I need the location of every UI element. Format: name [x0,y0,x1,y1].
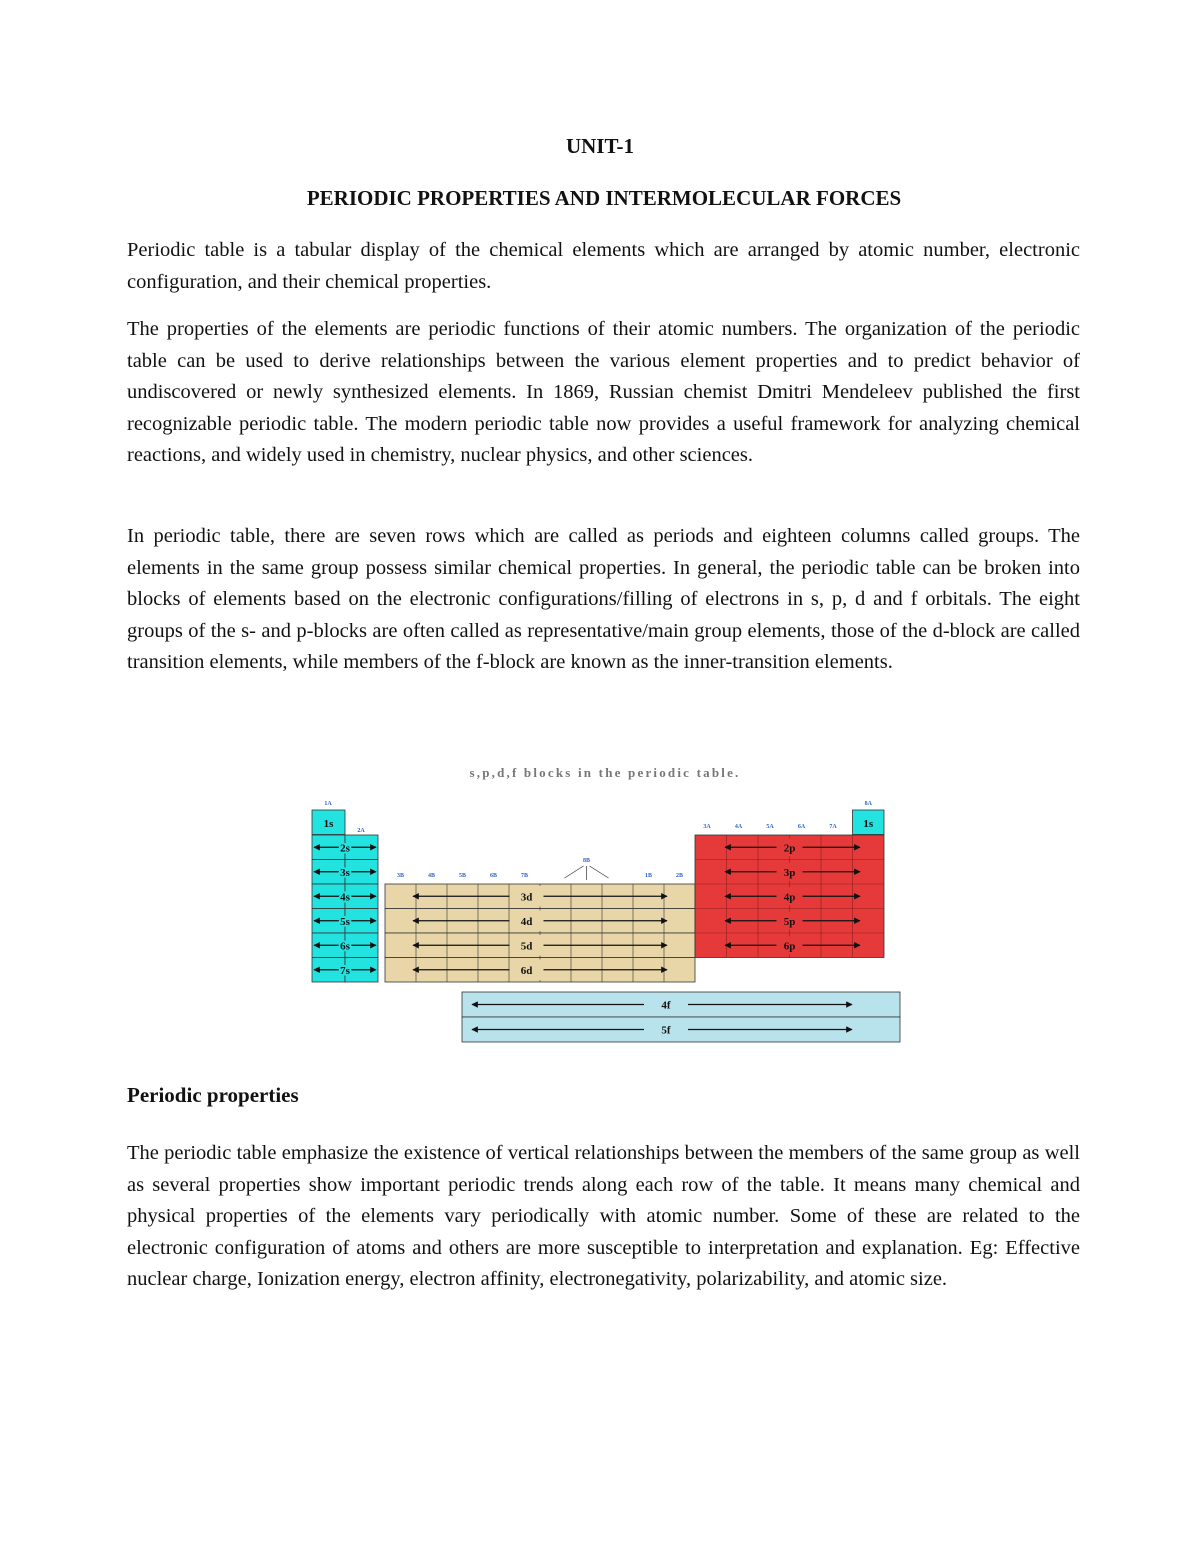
group-label: 6A [797,824,806,830]
group-8b-pointer [590,866,609,878]
group-label: 5B [458,873,467,879]
blocks-paragraph: In periodic table, there are seven rows which are called as periods and eighteen columns called groups. The elements in the same group possess similar chemical properties. In general, the periodic table can be broken into blocks of elements based on the electronic configurations/filling of electrons in s, p, d and f orbitals. The eight groups of the s- and p-blocks are often called as representative/main group elements, those of the d-block are called transition elements, while members of the f-block are known as the inner-transition elements. [127,525,1080,673]
he-orbital-label: 1s [863,818,874,830]
p-orbital-label: 3p [783,866,796,879]
group-label: 4A [734,824,743,830]
s-orbital-label: 7s [340,964,350,977]
group-label: 7A [829,824,837,830]
group-label: 2A [357,828,365,834]
d-orbital-label: 4d [520,915,533,928]
group-label: 8A [864,801,872,807]
group-label: 1A [324,801,332,807]
d-orbital-label: 6d [520,964,533,977]
p-orbital-label: 4p [783,891,796,904]
periodic-blocks-figure [300,760,910,1050]
p-orbital-label: 5p [783,915,796,928]
section-heading: Periodic properties [127,1083,299,1107]
s-orbital-label: 6s [340,940,350,953]
d-orbital-label: 5d [520,940,533,953]
unit-title: UNIT-1 [565,134,635,158]
periodic-blocks-diagram [300,760,910,1050]
f-orbital-label: 5f [661,1024,671,1037]
p-orbital-label: 2p [783,842,796,855]
d-orbital-label: 3d [520,891,533,904]
group-label: 8B [582,858,591,864]
chapter-title: PERIODIC PROPERTIES AND INTERMOLECULAR FORCES [306,186,902,210]
group-label: 3B [396,873,405,879]
p-orbital-label: 6p [783,940,796,953]
periodic-properties-paragraph: The periodic table emphasize the existence of vertical relationships between the members of the same group as well as several properties show important periodic trends along each row of the table. It means many chemical and physical properties of the elements vary periodically with atomic number. Some of these are related to the electronic configuration of atoms and others are more susceptible to interpretation and explanation. Eg: Effective nuclear charge, Ionization energy, electron affinity, electronegativity, polarizability, and atomic size. [127,1142,1080,1290]
intro-paragraph: Periodic table is a tabular display of the chemical elements which are arranged by atomic number, electronic configuration, and their chemical properties. [127,239,1080,293]
s-orbital-label: 3s [340,866,350,879]
group-label: 6B [489,873,498,879]
f-orbital-label: 4f [661,999,671,1012]
history-paragraph: The properties of the elements are periodic functions of their atomic numbers. The organization of the periodic table can be used to derive relationships between the various element properties and to predict behavior of undiscovered or newly synthesized elements. In 1869, Russian chemist Dmitri Mendeleev published the first recognizable periodic table. The modern periodic table now provides a useful framework for analyzing chemical reactions, and widely used in chemistry, nuclear physics, and other sciences. [127,318,1080,466]
s-orbital-label: 2s [340,842,350,855]
group-label: 5A [766,824,774,830]
group-label: 2B [675,873,684,879]
s-orbital-label: 4s [340,891,350,904]
group-label: 7B [520,873,529,879]
group-label: 4B [427,873,436,879]
s-orbital-label: 1s [323,818,334,830]
figure-title: s,p,d,f blocks in the periodic table. [469,765,741,780]
group-label: 3A [703,824,711,830]
group-label: 1B [644,873,653,879]
s-orbital-label: 5s [340,915,350,928]
group-8b-pointer [565,866,584,878]
